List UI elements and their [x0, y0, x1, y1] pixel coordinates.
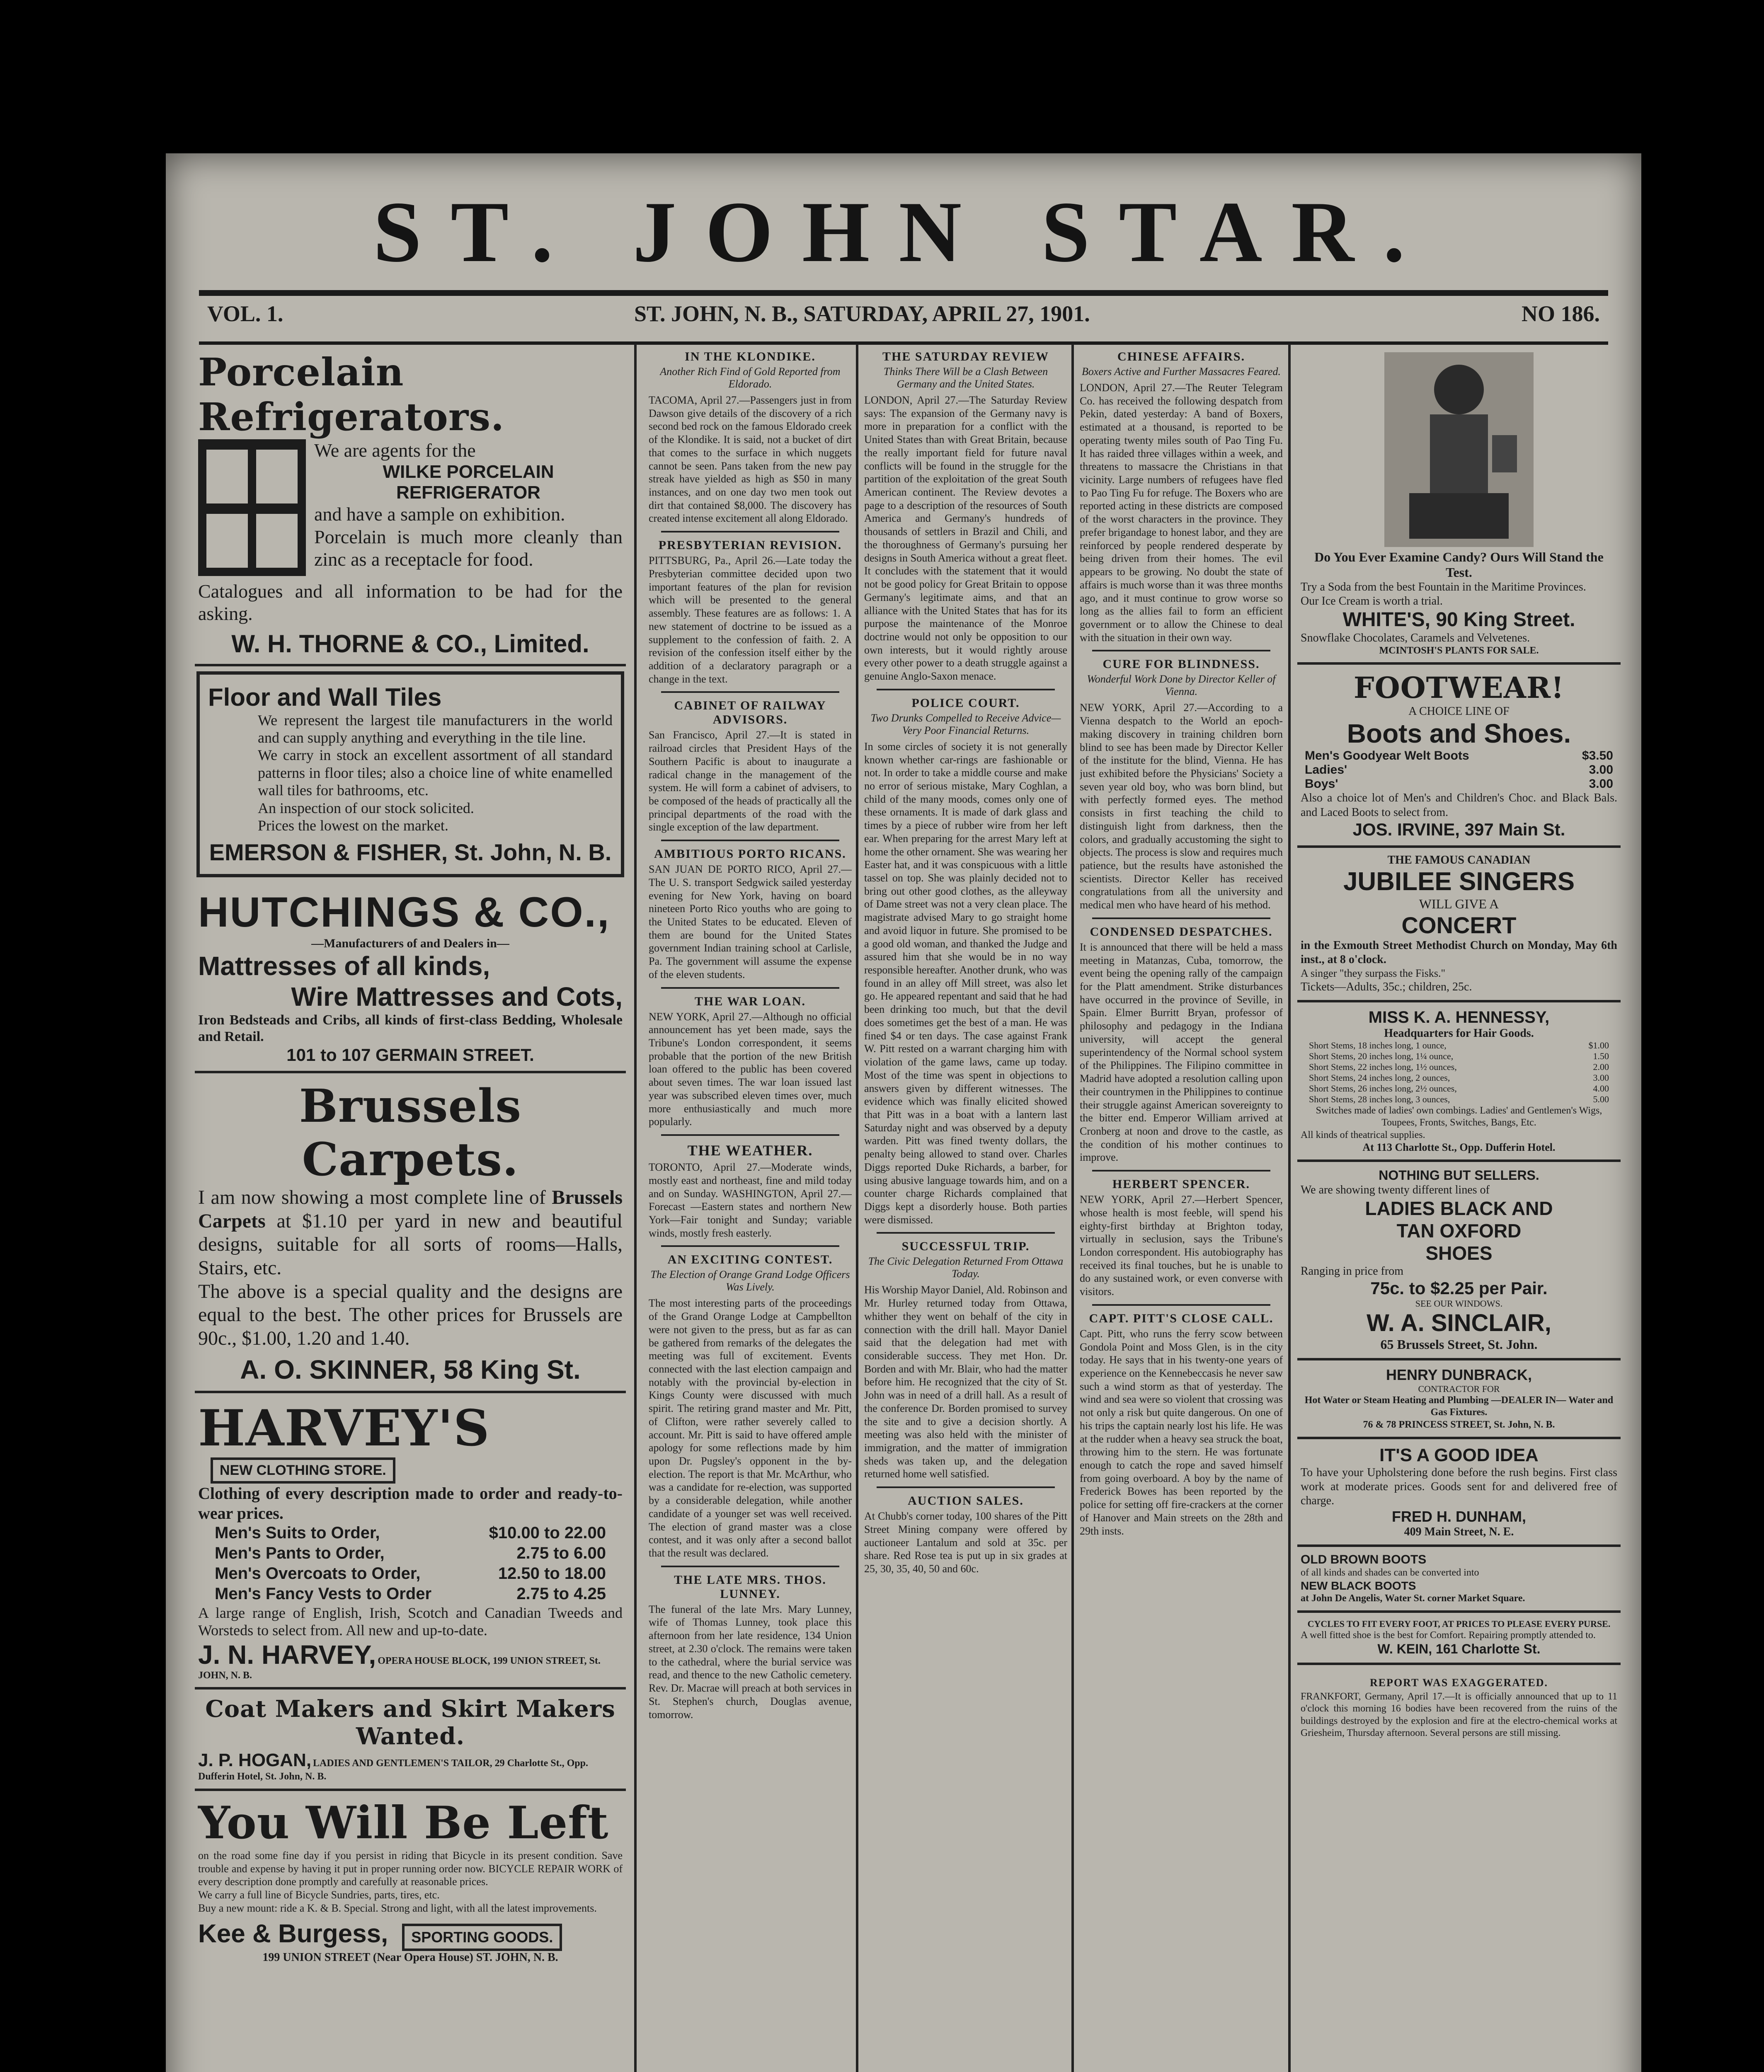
issue-number: NO 186.: [1522, 301, 1600, 326]
headline: CHINESE AFFAIRS.: [1117, 350, 1245, 363]
ad-text: We are agents for the: [314, 440, 476, 461]
ad-tag: NEW CLOTHING STORE.: [211, 1457, 395, 1484]
headline: AMBITIOUS PORTO RICANS.: [654, 847, 846, 861]
ad-title: HARVEY'S: [198, 1399, 490, 1458]
ad-text: WILL GIVE A: [1419, 896, 1499, 911]
ad-title: LADIES BLACK AND: [1365, 1197, 1553, 1219]
ad-subtitle: A CHOICE LINE OF: [1408, 705, 1510, 718]
headline: REPORT WAS EXAGGERATED.: [1369, 1677, 1548, 1689]
column-rule: [1071, 344, 1074, 2072]
article-body: TACOMA, April 27.—Passengers just in from Dawson give details of the discovery of a rich second bed rock on the famous Eldorado creek of the Klondike. It is said, not a bucket of dirt that comes to the surface in which nuggets cannot be seen. Pans taken from the new pay streak have yielded as high as $50 in many instances, and on one day two men took out dirt that contained $8,000. The discovery has created intense excitement all along Eldorado.: [649, 394, 852, 525]
article-body: SAN JUAN DE PORTO RICO, April 27.—The U. S. transport Sedgwick sailed yesterday evening for New York, having on board nineteen Porto Rico youths who are going to the United States to be educated. Eleven of them are bound for the United States government Indian training school at Carlisle, Pa. The government will assume the expense of the eleven students.: [649, 863, 852, 980]
ad-title: CONCERT: [1401, 912, 1517, 938]
ad-text: To have your Upholstering done before the rush begins. First class work at moderate prices. Goods sent for and delivered free of charge.: [1301, 1466, 1617, 1508]
ad-dunbrack: [1297, 1360, 1621, 1439]
ad-kee-burgess: [195, 1791, 626, 1970]
ad-text: We carry in stock an excellent assortment of all standard patterns in floor tiles; also a choice line of white enamelled wall tiles for bathrooms, etc.: [258, 747, 613, 799]
ad-title: Floor and Wall Tiles: [208, 683, 442, 711]
ad-kein: [1297, 1613, 1621, 1665]
article-body: It is announced that there will be held a mass meeting in Matanzas, Cuba, tomorrow, the event being the opening rally of the campaign for the Platt amendment. Strike disturbances have occurred in the province of Seville, in Spain. Elmer Burritt Bryan, professor of philosophy and pedagogy in the Indiana university, will accept the general superintendency of the Normal school system of the Philippines. The Filipino committee in Madrid have adopted a resolution calling upon their countrymen in the Philippines to continue their struggle against American sovereignty to the bitter end. Emperor William arrived at Cronberg at noon and drove to the castle, as the condition of his mother continues to improve.: [1080, 941, 1283, 1164]
article-body: The funeral of the late Mrs. Mary Lunney, wife of Thomas Lunney, took place this afternoon from her late residence, 134 Union street, at 2.30 o'clock. The remains were taken to the cathedral, where the burial service was read, and thence to the new Catholic cemetery. Rev. Dr. Macrae will preach at both services in St. Stephen's church, Douglas avenue, tomorrow.: [649, 1603, 852, 1721]
ad-irvine: [1297, 665, 1621, 847]
headline: CABINET OF RAILWAY ADVISORS.: [674, 699, 826, 727]
ad-sinclair: [1297, 1162, 1621, 1360]
subhead: Wonderful Work Done by Director Keller of Vienna.: [1087, 673, 1276, 698]
ad-floor-wall-tiles: [196, 671, 624, 877]
price-row: Ladies' 3.00: [1305, 763, 1613, 777]
price-list: [198, 1523, 623, 1604]
price-row: Men's Suits to Order, $10.00 to 22.00: [215, 1523, 606, 1542]
ad-title: Boots and Shoes.: [1347, 719, 1571, 749]
price-row: Short Stems, 28 inches long, 3 ounces, 5.00: [1309, 1094, 1609, 1104]
price-row: Men's Overcoats to Order, 12.50 to 18.00: [215, 1564, 606, 1583]
headline: SUCCESSFUL TRIP.: [901, 1239, 1030, 1254]
ad-title: SHOES: [1425, 1242, 1493, 1264]
headline: THE SATURDAY REVIEW: [882, 350, 1049, 363]
ad-headline: FOOTWEAR!: [1354, 670, 1564, 705]
ad-headline: OLD BROWN BOOTS: [1301, 1553, 1427, 1567]
ad-headline: IT'S A GOOD IDEA: [1379, 1445, 1539, 1465]
ad-title: Porcelain Refrigerators.: [198, 350, 505, 439]
ad-address: 199 UNION STREET (Near Opera House) ST. JOHN, N. B.: [262, 1951, 558, 1964]
ad-company: A. O. SKINNER, 58 King St.: [240, 1355, 581, 1385]
article-frankfort: [1297, 1665, 1621, 1745]
ad-company: W. A. SINCLAIR,: [1367, 1310, 1551, 1337]
ad-text: Catalogues and all information to be had for the asking.: [198, 581, 623, 625]
article-body: FRANKFORT, Germany, April 17.—It is officially announced that up to 11 o'clock this morning 16 bodies have been recovered from the ruins of the buildings destroyed by the explosion and fire at the electro-chemical works at Griesheim, Thursday afternoon. Several persons are still missing.: [1301, 1691, 1617, 1738]
ad-tag: SPORTING GOODS.: [402, 1924, 562, 1951]
ad-title: MISS K. A. HENNESSY,: [1368, 1008, 1550, 1026]
ad-text: Switches made of ladies' own combings. Ladies' and Gentlemen's Wigs, Toupees, Fronts, Switches, Bangs, Etc.: [1316, 1105, 1602, 1128]
article-body: In some circles of society it is not generally known whether car-rings are fashionable or not. In order to take a middle course and make no error of serious mistake, Mary Coghlan, a child of the many moods, comes only one of these ornaments. It is made of dark glass and times by a piece of rubber wire from her left ear. When preparing for the arrest Mary left at home the other ornament. She was wearing her Easter hat, and it was conspicuous with a little tassel on top. She was plainly decided not to bring out other good clothes, as the alleyway of Dame street was not a very clean place. The magistrate advised Mary to go straight home and avoid liquor in future. She promised to be a good old woman, and thanked the Judge and assured him that she would be in no way responsible hereafter. Another drunk, who was found in an alley off Mill street, was also let go. He appeared repentant and said that he had been drinking too much, but that the devil does sometimes get the best of a man. He was fined $4 or ten days. The case against Frank W. Pitt rested on a warrant charging him with violation of the game laws, came up today. Most of the time was spent in objections to answers given by different witnesses. The evidence which was finally elicited showed that Pitt was in a boat with a lantern last Saturday night and was observed by a deputy warden. Pitt was fined twenty dollars, the penalty being allowed to stand over. Charles Diggs reported Duke Richards, a barber, for using abusive language towards him, and on a counter charge Richards complained that Diggs kept a disorderly house. Both parties were dismissed.: [864, 740, 1067, 1226]
dateline-bar: [199, 290, 1608, 345]
price-row: Men's Pants to Order, 2.75 to 6.00: [215, 1544, 606, 1562]
article-body: NEW YORK, April 27.—Although no official announcement has yet been made, says the Tribune's London correspondent, it seems probable that the portion of the new British loan offered to the public has been covered about seven times. The war loan issued last year was subscribed eleven times over, much more enthusiastically and much more popularly.: [649, 1010, 852, 1128]
article-body: LONDON, April 27.—The Reuter Telegram Co. has received the following despatch from Pekin, dated yesterday: A band of Boxers, estimated at a thousand, is reported to be operating twenty miles south of Pao Ting Fu. It has raided three villages within a week, and threatens to massacre the Christians in that vicinity. Large numbers of refugees have fled to Pao Ting Fu for refuge. The Boxers who are reported acting in these districts are composed of the worst characters in the province. They prefer brigandage to honest labor, and they are reinforced by people rendered desperate by being driven from their homes. The evil appears to be growing. No doubt the state of affairs is much worse than it was three months ago, and it must continue to grow worse so long as the allies fail to form an efficient government or to allow the Chinese to deal with the situation in their own way.: [1080, 382, 1283, 644]
subhead: Two Drunks Compelled to Receive Advice—Very Poor Financial Returns.: [870, 712, 1061, 736]
headline: CAPT. PITT'S CLOSE CALL.: [1089, 1311, 1274, 1325]
ad-text: All kinds of theatrical supplies.: [1301, 1129, 1425, 1140]
news-column-2: [864, 344, 1067, 2072]
ad-company: J. P. HOGAN,: [198, 1750, 312, 1770]
price-row: Short Stems, 18 inches long, 1 ounce, $1.00: [1309, 1040, 1609, 1051]
news-column-3: [1080, 344, 1283, 2072]
ad-text: SEE OUR WINDOWS.: [1415, 1298, 1503, 1309]
ad-text: Buy a new mount: ride a K. & B. Special. Strong and light, with all the latest improvements.: [198, 1902, 597, 1914]
ad-brand: WILKE PORCELAIN: [383, 462, 554, 482]
ad-harveys: [195, 1393, 626, 1689]
ad-text: Snowflake Chocolates, Caramels and Velvetenes.: [1301, 632, 1530, 645]
ad-address: At 113 Charlotte St., Opp. Dufferin Hotel.: [1362, 1141, 1556, 1153]
headline: AN EXCITING CONTEST.: [667, 1253, 833, 1267]
ad-title: HUTCHINGS & CO.,: [198, 888, 611, 936]
ad-text: A large range of English, Irish, Scotch and Canadian Tweeds and Worsteds to select from. All new and up-to-date.: [198, 1604, 623, 1639]
ad-text: at $1.10 per yard in new and beautiful designs, suitable for all sorts of rooms—Halls, Stairs, etc.: [198, 1210, 623, 1279]
ad-text: MCINTOSH'S PLANTS FOR SALE.: [1379, 645, 1539, 656]
price-row: Short Stems, 24 inches long, 2 ounces, 3.00: [1309, 1072, 1609, 1083]
ad-hennessy: [1297, 1002, 1621, 1162]
article-body: San Francisco, April 27.—It is stated in railroad circles that President Hays of the Southern Pacific is about to inaugurate a radical change in the management of the system. He will form a cabinet of advisers, to be composed of the heads of practically all the principal departments of the road with the single exception of the law department.: [649, 729, 852, 833]
ad-text: We are showing twenty different lines of: [1301, 1183, 1490, 1196]
ad-emphasis: Brussels Carpets: [198, 1186, 623, 1232]
ad-brussels-carpets: [195, 1073, 626, 1393]
ad-hogan: [195, 1690, 626, 1791]
price-row: Men's Goodyear Welt Boots $3.50: [1305, 749, 1613, 763]
ad-text: Prices the lowest on the market.: [258, 817, 448, 834]
ad-line: Mattresses of all kinds,: [198, 951, 490, 981]
article-body: At Chubb's corner today, 100 shares of the Pitt Street Mining company were offered by auctioneer Lantalum and sold at 35c. per share. Red Rose tea is put up in six grades at 25, 30, 35, 40, 50 and 60c.: [864, 1510, 1067, 1575]
ad-de-angelis: [1297, 1547, 1621, 1613]
ad-text: of all kinds and shades can be converted into: [1301, 1567, 1479, 1578]
ad-text: I am now showing a most complete line of: [198, 1186, 546, 1209]
refrigerator-illustration: [198, 439, 306, 576]
ad-address: OPERA HOUSE BLOCK, 199 UNION STREET, St. JOHN, N. B.: [198, 1655, 601, 1681]
ad-address: at John De Angelis, Water St. corner Market Square.: [1301, 1593, 1525, 1604]
article-body: NEW YORK, April 27.—According to a Vienna despatch to the World an epoch-making discovery in training children born blind to see has been made by Director Keller of the institute for the blind, Vienna. He has just exhibited before the Physicians' Society a seven year old boy, who was born blind, but with perfectly formed eyes. The method consists in first teaching the child to distinguish light from darkness, then the colors, and gradually accustoming the sight to objects. The process is slow and requires much patience, but the results have astonished the scientists. Director Keller has received congratulations from all the university and medical men who have heard of his method.: [1080, 702, 1283, 911]
masthead-title: ST. JOHN STAR.: [373, 184, 1434, 280]
ad-jubilee-singers: [1297, 848, 1621, 1002]
ad-line: Iron Bedsteads and Cribs, all kinds of first-class Bedding, Wholesale and Retail.: [198, 1012, 623, 1044]
ad-hutchings: [195, 882, 626, 1073]
ad-address: 76 & 78 PRINCESS STREET, St. John, N. B.: [1363, 1419, 1555, 1430]
news-column-1: [649, 344, 852, 2072]
ad-text: and have a sample on exhibition.: [314, 503, 565, 525]
subhead: The Civic Delegation Returned From Ottawa Today.: [868, 1255, 1064, 1280]
ad-text: Porcelain is much more cleanly than zinc as a receptacle for food.: [314, 526, 623, 570]
ad-text: Hot Water or Steam Heating and Plumbing —DEALER IN— Water and Gas Fixtures.: [1304, 1395, 1614, 1418]
article-body: Capt. Pitt, who runs the ferry scow between Gondola Point and Moss Glen, is in the city today. He says that in his twenty-one years of experience on the Kennebeccasis he never saw such a wind storm as that of yesterday. The wind and sea were so violent that crossing was not only a risk but quite dangerous. On one of his trips the captain nearly lost his life. He was at the rudder when a heavy sea struck the boat, throwing him to the stern. He was fortunate enough to catch the rope and saved himself from going overboard. A boy by the name of Frederick Bowes has been reported by the police for setting off fire-crackers at the corner of Hanover and Main streets on the 28th and 29th insts.: [1080, 1327, 1283, 1537]
headline: THE LATE MRS. THOS. LUNNEY.: [674, 1573, 826, 1601]
ad-subtitle: Headquarters for Hair Goods.: [1384, 1026, 1534, 1040]
subhead: The Election of Orange Grand Lodge Officers Was Lively.: [650, 1268, 850, 1293]
left-ad-column: [195, 344, 626, 2072]
headline: PRESBYTERIAN REVISION.: [658, 538, 842, 552]
headline: HERBERT SPENCER.: [1112, 1177, 1250, 1191]
headline: CONDENSED DESPATCHES.: [1090, 925, 1273, 939]
ad-text: We represent the largest tile manufacturers in the world and can supply anything and everything in the tile line.: [258, 712, 613, 746]
headline: CURE FOR BLINDNESS.: [1102, 657, 1260, 671]
article-body: PITTSBURG, Pa., April 26.—Late today the Presbyterian committee decided upon two important features of the plan for revision which will be presented to the general assembly. These features are as follows: 1. A new statement of doctrine to be issued as a supplement to the confession of faith. 2. A revision of the confession itself either by the addition of a declaratory paragraph or a change in the text.: [649, 554, 852, 685]
ad-title: JUBILEE SINGERS: [1343, 867, 1575, 896]
ad-text: Our Ice Cream is worth a trial.: [1301, 595, 1443, 608]
ad-title: TAN OXFORD: [1396, 1220, 1522, 1242]
headline: THE WEATHER.: [687, 1142, 813, 1159]
ad-title: HENRY DUNBRACK,: [1386, 1366, 1532, 1384]
place-date: ST. JOHN, N. B., SATURDAY, APRIL 27, 1901.: [634, 301, 1090, 326]
headline: IN THE KLONDIKE.: [685, 350, 816, 363]
ad-company: WHITE'S, 90 King Street.: [1342, 609, 1575, 631]
price-row: Men's Fancy Vests to Order 2.75 to 4.25: [215, 1584, 606, 1603]
candy-illustration: [1384, 352, 1534, 547]
ad-company: JOS. IRVINE, 397 Main St.: [1352, 819, 1565, 839]
column-rule: [1288, 344, 1291, 2072]
ad-dunham: [1297, 1439, 1621, 1547]
ad-text: Also a choice lot of Men's and Children's Choc. and Black Bals. and Laced Boots to select from.: [1301, 792, 1617, 819]
ad-address: LADIES AND GENTLEMEN'S TAILOR, 29 Charlotte St., Opp. Dufferin Hotel, St. John, N. B.: [198, 1757, 588, 1782]
ad-company: W. H. THORNE & CO., Limited.: [231, 629, 589, 658]
subhead: Thinks There Will be a Clash Between Germany and the United States.: [883, 366, 1048, 390]
ad-title: Brussels Carpets.: [299, 1079, 522, 1186]
ad-headline: Do You Ever Examine Candy? Ours Will Stand the Test.: [1314, 549, 1604, 580]
column-rule: [856, 344, 858, 2072]
subhead: Another Rich Find of Gold Reported from Eldorado.: [660, 366, 841, 390]
ad-title: Coat Makers and Skirt Makers Wanted.: [205, 1695, 615, 1750]
ad-company: J. N. HARVEY,: [198, 1639, 376, 1670]
ad-porcelain-refrigerators: [195, 344, 626, 666]
ad-subtitle: —Manufacturers of and Dealers in—: [311, 936, 509, 950]
article-body: LONDON, April 27.—The Saturday Review says: The expansion of the Germany navy is more in preparation for a conflict with the United States than with Great Britain, because the really important field for future naval conflicts will be found in the struggle for the partition of the exploitation of the great South American continent. The Review devotes a page to a description of the resources of South America and Germany's hundreds of thousands of settlers in Brazil and Chili, and the thoroughness of Germany's pursuing her designs in South America without a great fleet. It concludes with the statement that it would not be good policy for Great Britain to oppose Germany's legitimate aims, and that an alliance with the United States that has for its purpose the maintenance of the Monroe doctrine would not only be opposition to our own interests, but it would rightly arouse every other power to a death struggle against a genuine Anglo-Saxon menace.: [864, 394, 1067, 683]
ad-text: The above is a special quality and the designs are equal to the best. The other prices for Brussels are 90c., $1.00, 1.20 and 1.40.: [198, 1280, 623, 1349]
ad-text: We carry a full line of Bicycle Sundries, parts, tires, etc.: [198, 1889, 440, 1901]
ad-text: An inspection of our stock solicited.: [258, 799, 474, 816]
headline: AUCTION SALES.: [908, 1494, 1024, 1508]
ad-title: NEW BLACK BOOTS: [1301, 1579, 1416, 1592]
ad-address: 101 to 107 GERMAIN STREET.: [286, 1045, 534, 1065]
ad-text: Clothing of every description made to order and ready-to-wear prices.: [198, 1484, 623, 1523]
subhead: Boxers Active and Further Massacres Feared.: [1082, 366, 1281, 378]
ad-company: Kee & Burgess,: [198, 1919, 388, 1948]
ad-address: 65 Brussels Street, St. John.: [1380, 1337, 1538, 1352]
ad-text: A well fitted shoe is the best for Comfort. Repairing promptly attended to.: [1301, 1629, 1596, 1641]
newspaper-page: [166, 153, 1641, 2072]
ad-company: FRED H. DUNHAM,: [1392, 1508, 1526, 1525]
ad-company: W. KEIN, 161 Charlotte St.: [1377, 1641, 1541, 1657]
ad-text: on the road some fine day if you persist in riding that Bicycle in its present condition. Save trouble and expense by having it put in proper running order now. BICYCLE REPAIR WORK of every description done promptly and carefully at reasonable prices.: [198, 1849, 623, 1888]
article-body: NEW YORK, April 27.—Herbert Spencer, whose health is most feeble, will spend his eighty-first birthday at Brighton today, virtually in seclusion, says the Tribune's London correspondent. His autobiography has received its final touches, but he is unable to do any sustained work, or even converse with visitors.: [1080, 1193, 1283, 1298]
ad-title: You Will Be Left: [198, 1796, 609, 1849]
ad-price: 75c. to $2.25 per Pair.: [1370, 1278, 1548, 1298]
price-row: Short Stems, 22 inches long, 1½ ounces, 2.00: [1309, 1061, 1609, 1072]
article-body: His Worship Mayor Daniel, Ald. Robinson and Mr. Hurley returned today from Ottawa, whither they went on behalf of the city in connection with the drill hall. Mayor Daniel said that the delegation had met with considerable success. They met Hon. Dr. Borden and with Mr. Blair, who had the matter before him. He recognized that the city of St. John was in need of a drill hall. As a result of the conference Dr. Borden promised to survey the site and to give a decision shortly. A meeting was also held with the minister of immigration, and the matter of immigration sheds was taken up, and the delegation returned home well satisfied.: [864, 1284, 1067, 1480]
ad-line: Wire Mattresses and Cots,: [291, 981, 623, 1012]
ad-subtitle: CONTRACTOR FOR: [1418, 1384, 1500, 1394]
column-rule: [634, 344, 637, 2072]
ad-brand: REFRIGERATOR: [396, 482, 540, 503]
ad-headline: NOTHING BUT SELLERS.: [1379, 1167, 1539, 1183]
ad-company: EMERSON & FISHER, St. John, N. B.: [209, 839, 612, 865]
headline: THE WAR LOAN.: [695, 994, 806, 1008]
ad-whites: [1297, 344, 1621, 665]
article-body: The most interesting parts of the proceedings of the Grand Orange Lodge at Campbellton were not given to the press, but as far as can be gathered from remarks of the delegates the meeting was full of excitement. Events connected with the last election campaign and notably with the provincial by-election in Kings County were discussed with much spirit. The retiring grand master and Mr. Pitt, of Clifton, were rather severely called to account. Mr. Pitt is said to have offered ample apology for some reflections made by him upon Dr. Pugsley's opponent in the by-election. The report is that Mr. McArthur, who was a candidate for re-election, was supported by a considerable delegation, while another candidate of a younger set was well received. The election of grand master was a close contest, and it was only after a second ballot that the result was declared.: [649, 1297, 852, 1559]
woman-with-soda-illustration: [1384, 352, 1534, 547]
price-row: Boys' 3.00: [1305, 777, 1613, 791]
ad-headline: CYCLES TO FIT EVERY FOOT, AT PRICES TO PLEASE EVERY PURSE.: [1307, 1618, 1611, 1629]
price-row: Short Stems, 20 inches long, 1¼ ounce, 1.50: [1309, 1051, 1609, 1061]
volume-label: VOL. 1.: [207, 301, 284, 326]
ad-text: in the Exmouth Street Methodist Church on Monday, May 6th inst., at 8 o'clock.: [1301, 939, 1617, 966]
ad-text: A singer "they surpass the Fisks.": [1301, 967, 1446, 980]
article-body: TORONTO, April 27.—Moderate winds, mostly east and northeast, fine and mild today and on Sunday. WASHINGTON, April 27.—Forecast —Eastern states and northern New York—Fair tonight and Sunday; variable winds, mostly fresh easterly.: [649, 1161, 852, 1239]
ad-address: 409 Main Street, N. E.: [1404, 1525, 1514, 1539]
headline: POLICE COURT.: [911, 696, 1020, 710]
ad-pretitle: THE FAMOUS CANADIAN: [1387, 853, 1531, 867]
right-ad-column: [1297, 344, 1621, 2072]
price-row: Short Stems, 26 inches long, 2½ ounces, 4.00: [1309, 1083, 1609, 1094]
ad-text: Ranging in price from: [1301, 1264, 1404, 1278]
ad-text: Try a Soda from the best Fountain in the Maritime Provinces.: [1301, 581, 1586, 593]
ad-text: Tickets—Adults, 35c.; children, 25c.: [1301, 980, 1472, 993]
